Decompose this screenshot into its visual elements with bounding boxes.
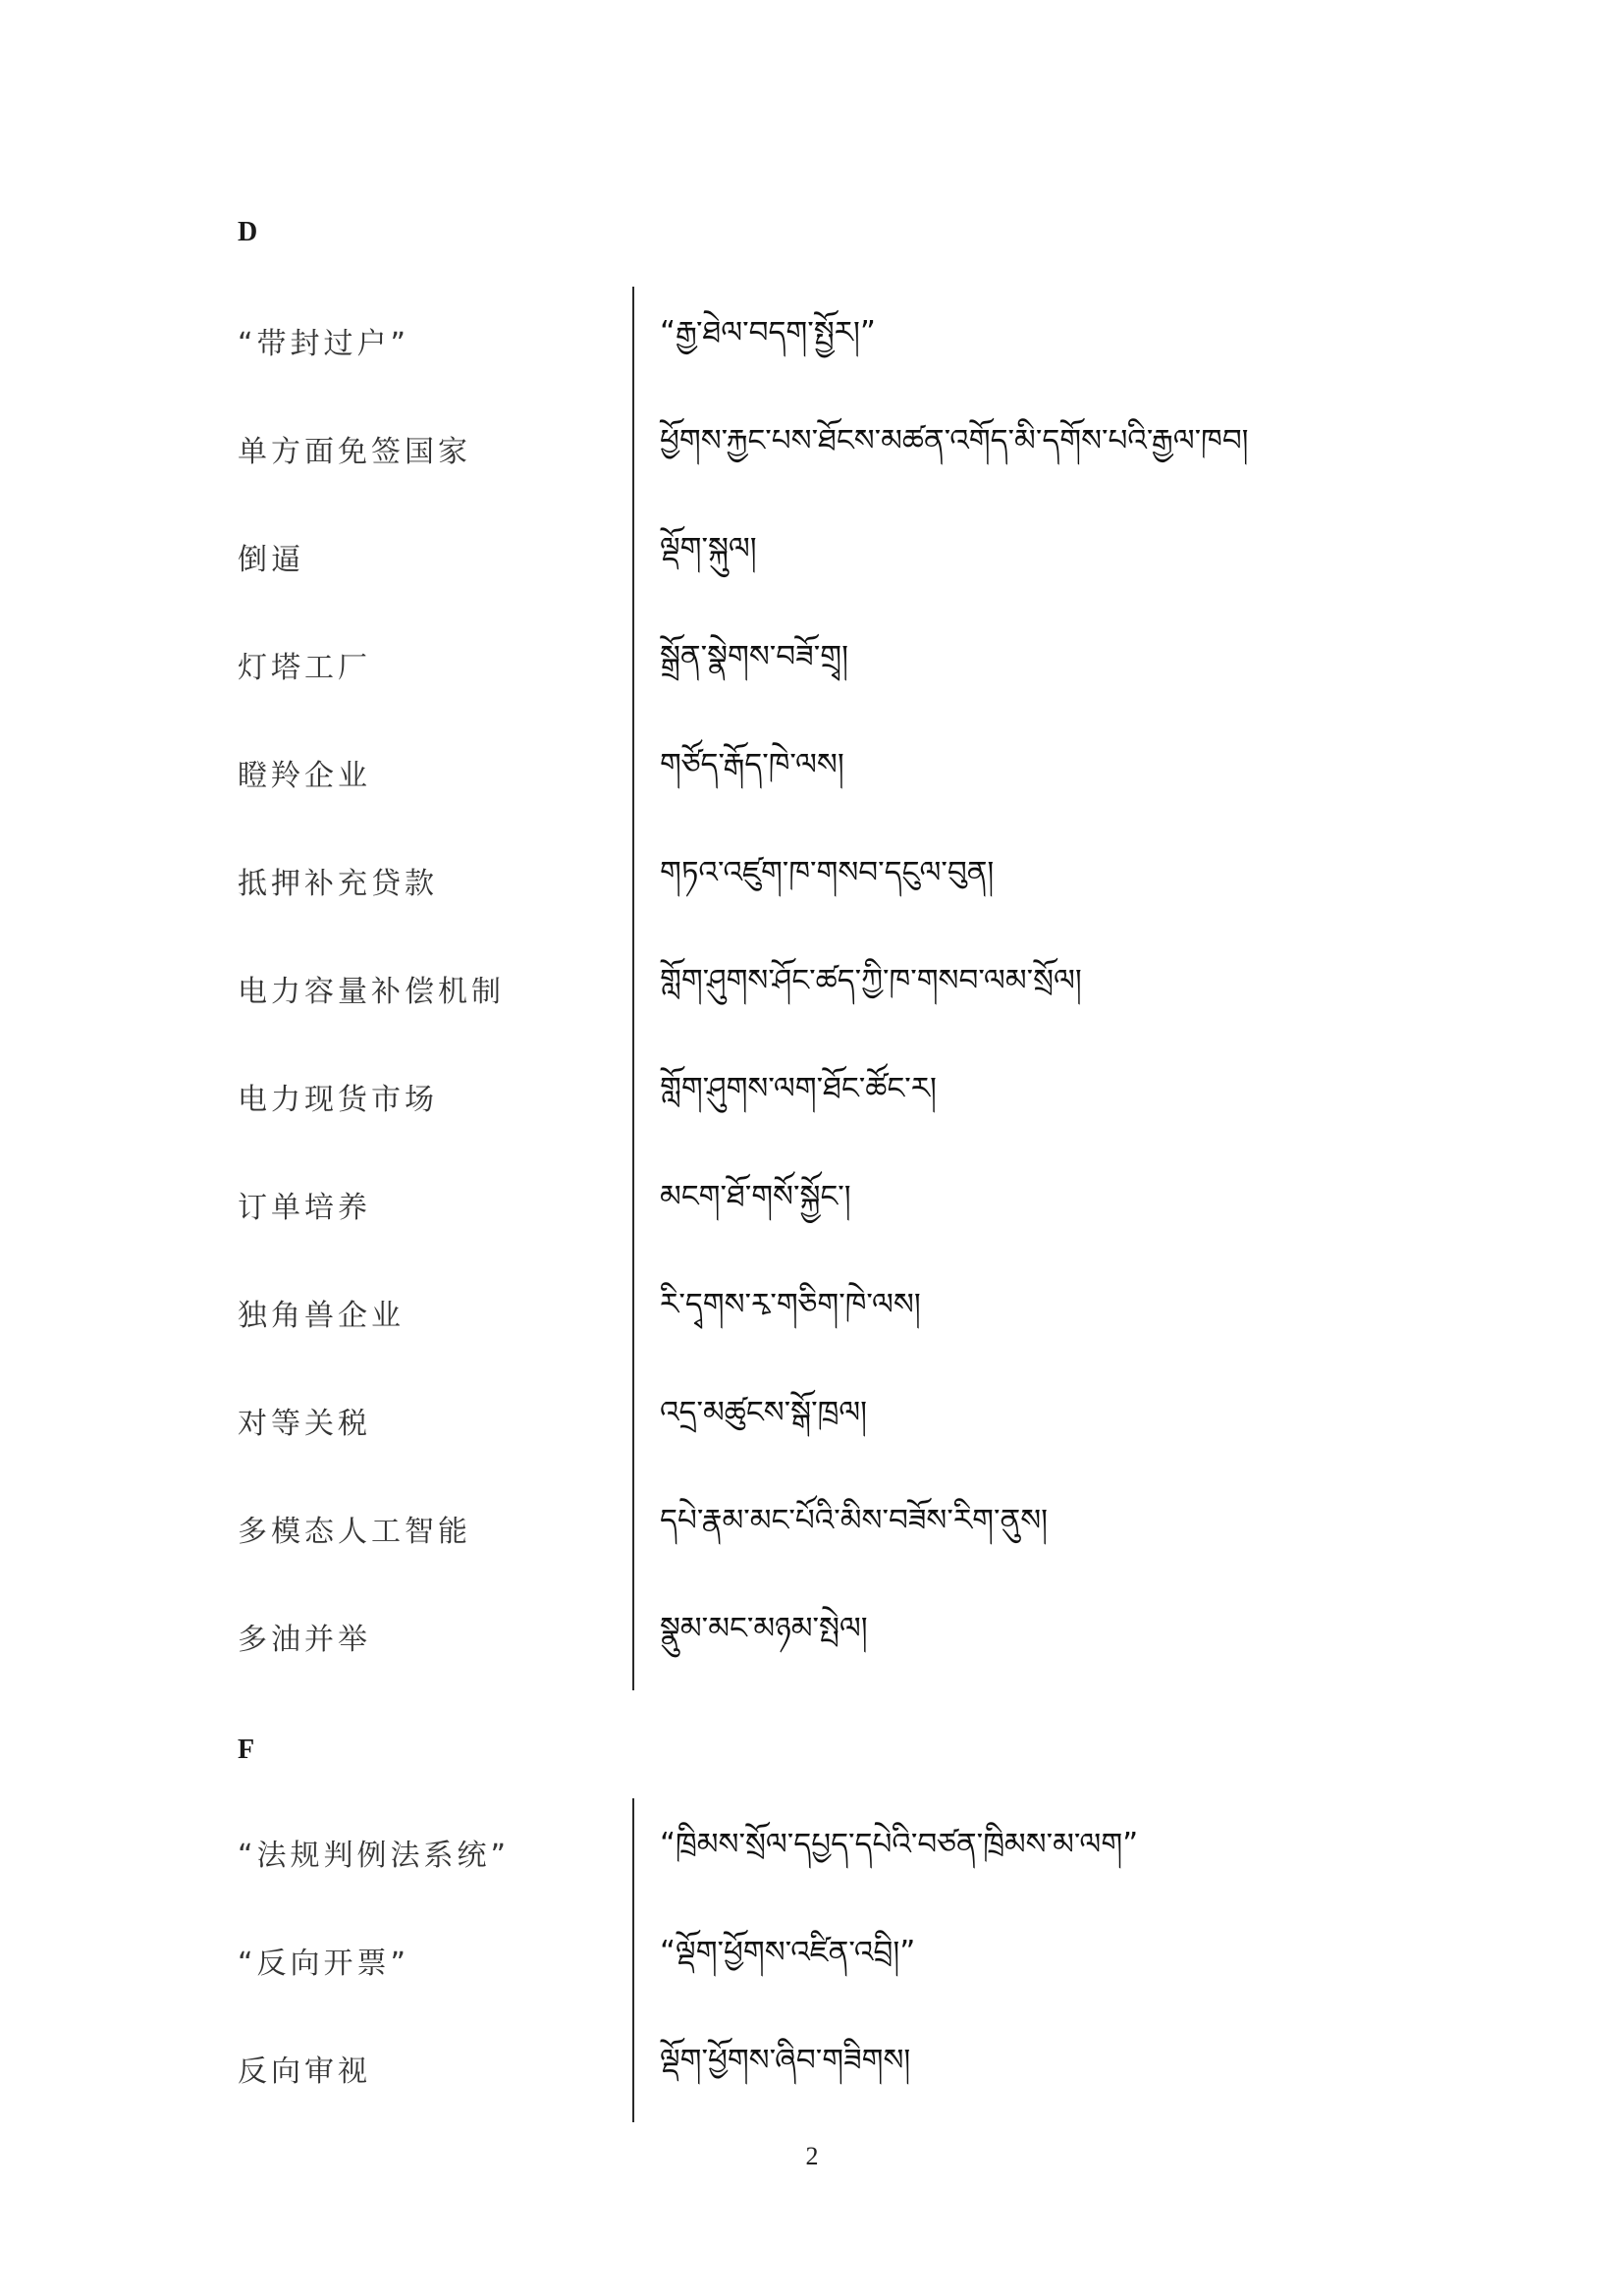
- term-tibetan: གཏའ་འཛུག་ཁ་གསབ་དངུལ་བུན།: [660, 854, 995, 890]
- term-tibetan: གཙོད་རྒོད་ཁེ་ལས།: [660, 746, 844, 782]
- glossary-row: [238, 1906, 1386, 2014]
- section-f: [238, 1734, 1386, 1767]
- glossary-row: [238, 611, 1386, 719]
- glossary-row: [238, 503, 1386, 611]
- term-chinese: 瞪羚企业: [238, 759, 371, 793]
- term-chinese: 倒逼: [238, 543, 304, 577]
- term-chinese: 电力容量补偿机制: [238, 975, 505, 1009]
- term-tibetan: དཔེ་རྣམ་མང་པོའི་མིས་བཟོས་རིག་ནུས།: [660, 1502, 1049, 1538]
- term-tibetan: སྒྲོན་སྣེགས་བཟོ་གྲྭ།: [660, 638, 848, 674]
- term-tibetan: འདྲ་མཚུངས་སྒོ་ཁྲལ།: [660, 1394, 868, 1430]
- glossary-row: [238, 827, 1386, 934]
- term-chinese: 多模态人工智能: [238, 1515, 471, 1549]
- term-chinese: 对等关税: [238, 1407, 371, 1441]
- term-tibetan: སྣུམ་མང་མཉམ་སྤེལ།: [660, 1610, 868, 1646]
- glossary-table-d: [238, 287, 1386, 1690]
- term-tibetan: “རྒྱ་ཐེལ་བདག་སྤྱོར།”: [660, 314, 876, 350]
- glossary-row: [238, 1258, 1386, 1366]
- glossary-row: [238, 1042, 1386, 1150]
- term-chinese: 灯塔工厂: [238, 651, 371, 685]
- term-chinese: “法规判例法系统”: [238, 1839, 511, 1873]
- term-chinese: “带封过户”: [238, 327, 410, 361]
- term-tibetan: གློག་ཤུགས་ལག་ཐོང་ཚོང་ར།: [660, 1070, 937, 1106]
- glossary-row: [238, 1582, 1386, 1690]
- term-chinese: “反向开票”: [238, 1947, 410, 1981]
- term-chinese: 独角兽企业: [238, 1299, 405, 1333]
- term-chinese: 多油并举: [238, 1623, 371, 1657]
- glossary-row: [238, 287, 1386, 395]
- glossary-row: [238, 719, 1386, 827]
- term-tibetan: “ཁྲིམས་སྲོལ་དཔྱད་དཔེའི་བཙན་ཁྲིམས་མ་ལག”: [660, 1826, 1139, 1862]
- term-chinese: 反向审视: [238, 2055, 371, 2089]
- glossary-row: [238, 1366, 1386, 1474]
- glossary-row: [238, 1150, 1386, 1258]
- term-tibetan: གློག་ཤུགས་ཤོང་ཚད་ཀྱི་ཁ་གསབ་ལམ་སྲོལ།: [660, 962, 1082, 998]
- term-chinese: 电力现货市场: [238, 1083, 438, 1117]
- glossary-row: [238, 1798, 1386, 1906]
- section-letter: D: [238, 217, 258, 247]
- term-tibetan: “ལྡོག་ཕྱོགས་འཛིན་འབྲི།”: [660, 1934, 916, 1970]
- term-tibetan: མངག་ཐོ་གསོ་སྐྱོང་།: [660, 1178, 851, 1214]
- glossary-row: [238, 1474, 1386, 1582]
- term-tibetan: རི་དྭགས་རྭ་གཅིག་ཁེ་ལས།: [660, 1286, 921, 1322]
- term-chinese: 抵押补充贷款: [238, 867, 438, 901]
- glossary-row: [238, 395, 1386, 503]
- glossary-row: [238, 934, 1386, 1042]
- glossary-table-f: [238, 1798, 1386, 2122]
- term-tibetan: ལྡོག་ཕྱོགས་ཞིབ་གཟིགས།: [660, 2042, 911, 2078]
- page-number: 2: [805, 2142, 819, 2170]
- term-chinese: 订单培养: [238, 1191, 371, 1225]
- term-tibetan: ཕྱོགས་རྐྱང་པས་ཐོངས་མཚན་འགོད་མི་དགོས་པའི་རྒྱལ་ཁབ།: [660, 422, 1249, 458]
- section-letter: F: [238, 1735, 255, 1765]
- term-tibetan: ལྡོག་སྐུལ།: [660, 530, 757, 566]
- section-d: [238, 216, 1386, 249]
- term-chinese: 单方面免签国家: [238, 435, 471, 469]
- glossary-row: [238, 2014, 1386, 2122]
